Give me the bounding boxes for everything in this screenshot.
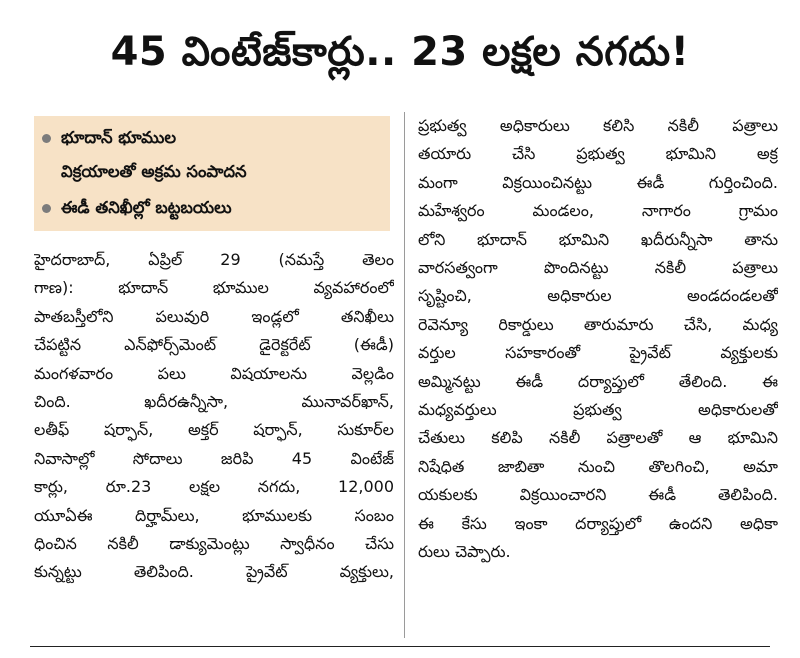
bottom-rule	[30, 646, 770, 647]
article-line: చేపట్టిన ఎన్‌ఫోర్స్‌మెంట్ డైరెక్టరేట్ (ఈడీ)	[34, 335, 394, 355]
article-line: లతీఫ్ షర్ఫాన్, అక్తర్ షర్ఫాన్, సుకూర్‌ల	[34, 420, 394, 440]
article-line: యకులకు విక్రయించారని ఈడీ తెలిపింది.	[418, 485, 778, 505]
article-line: వారసత్వంగా పొందినట్టు నకిలీ పత్రాలు	[418, 258, 778, 278]
article-line: ధించిన నకిలీ డాక్యుమెంట్లు స్వాధీనం చేసు	[34, 534, 394, 554]
article-line: మహేశ్వరం మండలం, నాగారం గ్రామం	[418, 201, 778, 221]
highlight-item: భూదాన్ భూముల	[42, 126, 176, 150]
article-line: వర్తుల సహకారంతో ప్రైవేట్ వ్యక్తులకు	[418, 343, 778, 363]
headline: 45 వింటేజ్‌కార్లు.. 23 లక్షల నగదు!	[110, 29, 690, 75]
highlight-item: ఈడీ తనిఖీల్లో బట్టబయలు	[42, 196, 232, 220]
column-divider	[404, 112, 405, 638]
article-line: అమ్మినట్టు ఈడీ దర్యాప్తులో తేలింది. ఈ	[418, 371, 778, 391]
article-line: రులు చెప్పారు.	[418, 542, 511, 562]
article-line: కార్లు, రూ.23 లక్షల నగదు, 12,000	[34, 477, 394, 497]
article-line: ప్రభుత్వ అధికారులు కలిసి నకిలీ పత్రాలు	[418, 116, 778, 135]
article-line: మంగళవారం పలు విషయాలను వెల్లడిం	[34, 363, 394, 383]
article-column-left	[34, 246, 394, 587]
article-column-right	[418, 112, 778, 567]
article-line: కున్నట్టు తెలిపింది. ప్రైవేట్ వ్యక్తులు,	[34, 562, 394, 582]
article-line: రెవెన్యూ రికార్డులు తారుమారు చేసి, మధ్య	[418, 314, 778, 334]
article-line: తయారు చేసి ప్రభుత్వ భూమిని అక్ర	[418, 144, 778, 164]
article-line: హైదరాబాద్, ఏప్రిల్ 29 (నమస్తే తెలం	[34, 250, 394, 269]
article-line: లోని భూదాన్ భూమిని ఖదీరున్నీసా తాను	[418, 229, 778, 249]
article-line: పాతబస్తీలోని పలువురి ఇండ్లలో తనిఖీలు	[34, 306, 394, 326]
bullet-icon	[42, 134, 51, 143]
article-line: నివాసాల్లో సోదాలు జరిపి 45 వింటేజ్	[34, 448, 394, 468]
article-line: నిషేధిత జాబితా నుంచి తొలగించి, అమా	[418, 456, 778, 476]
article-line: యూఏఈ దిర్హామ్‌లు, భూములకు సంబం	[34, 505, 394, 525]
article-line: మంగా విక్రయించినట్టు ఈడీ గుర్తించింది.	[418, 172, 778, 192]
article-line: ఈ కేసు ఇంకా దర్యాప్తులో ఉందని అధికా	[418, 513, 778, 533]
highlight-item-continuation: విక్రయాలతో అక్రమ సంపాదన	[61, 162, 247, 181]
article-line: సృష్టించి, అధికారుల అండదండలతో	[418, 286, 778, 306]
article-line: గాణ): భూదాన్ భూముల వ్యవహారంలో	[34, 278, 394, 298]
article-line: చేతులు కలిపి నకిలీ పత్రాలతో ఆ భూమిని	[418, 428, 778, 448]
article-line: మధ్యవర్తులు ప్రభుత్వ అధికారులతో	[418, 400, 778, 420]
article-line: చింది. ఖదీరఉన్నీసా, మునావర్‌ఖాన్,	[34, 392, 394, 412]
bullet-icon	[42, 204, 51, 213]
